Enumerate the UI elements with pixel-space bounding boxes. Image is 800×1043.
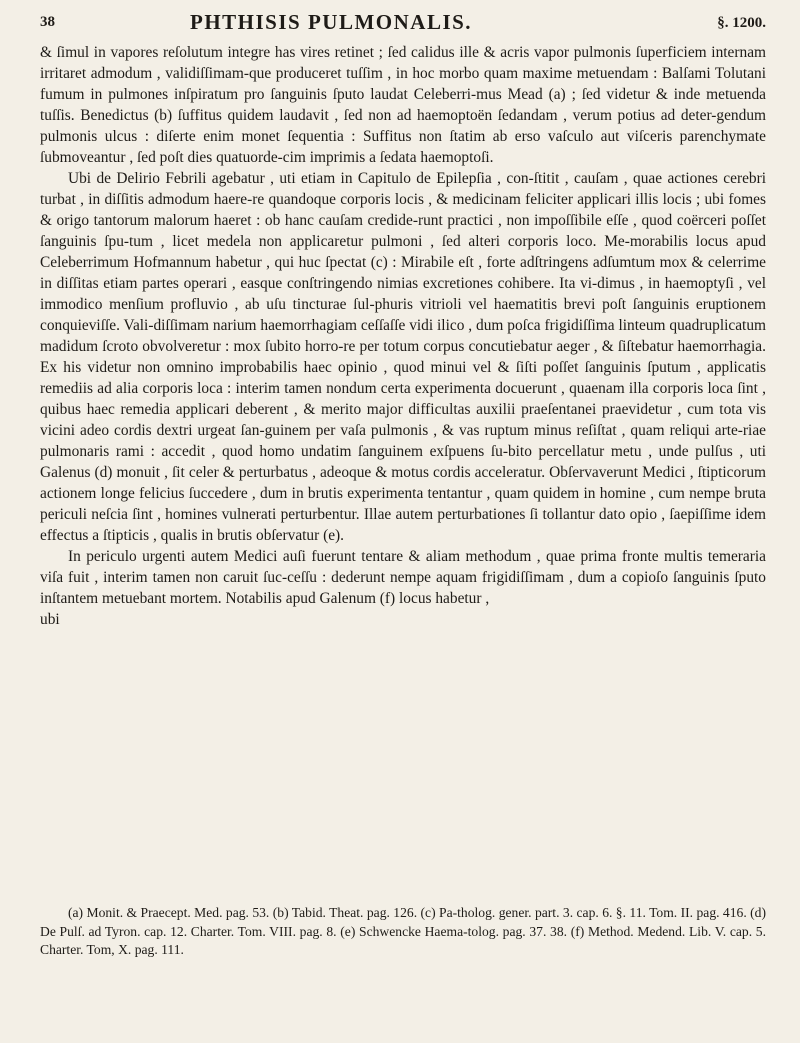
footnote-text: (a) Monit. & Praecept. Med. pag. 53. (b) Tabid. Theat. pag. 126. (c) Pa-tholog. gener. part. 3. cap. 6. §. 11. Tom. II. pag. 416. (d) De Pulſ. ad Tyron. cap. 12. Charter. Tom. VIII. pag. 8. (e) Schwencke Haema-tolog. pag. 37. 38. (f) Method. Medend. Lib. V. cap. 5. Charter. Tom, X. pag. 111. (40, 905, 766, 957)
section-number: §. 1200. (717, 15, 766, 31)
page-number: 38 (40, 14, 55, 30)
running-head: PHTHISIS PULMONALIS. (190, 10, 473, 34)
paragraph-1: & ſimul in vapores reſolutum integre has vires retinet ; ſed calidus ille & acris vapor pulmonis ſuperficiem internam irritaret admodum , validiſſimam-que produceret tuſſim , in hoc morbo quam maxime metuendam : Balſami Tolutani fumum in pulmones inſpiratum pro ſanguinis ſputo laudat Celeberri-mus Mead (a) ; ſed videtur & inde metuenda tuſſis. Benedictus (b) ſuffitus quidem laudavit , ſed non ad haemoptoën ſedandam , verum potius ad deter-gendum pulmonis ulcus : diſerte enim monet ſequentia : Suffitus non ſtatim ab erso vaſculo aut viſceris parenchymate ſubmoveantur , ſed poſt dies quatuorde-cim imprimis a ſedata haemoptoſi. (40, 44, 766, 166)
paragraph-2: Ubi de Delirio Febrili agebatur , uti etiam in Capitulo de Epilepſia , con-ſtitit , cauſam , quae actiones cerebri turbat , in diſſitis admodum haere-re quandoque corporis locis , & medicinam feliciter applicari illis locis ; ubi fomes & origo tantorum malorum haeret : ob hanc cauſam credide-runt practici , non impoſſibile eſſe , quod coërceri poſſet ſanguinis ſpu-tum , licet medela non applicaretur pulmoni , ſed alteri corporis loco. Me-morabilis locus apud Celeberrimum Hofmannum habetur , qui huc ſpectat (c) : Mirabile eſt , forte adſtringens adſumtum mox & celerrime in diſſitas etiam partes operari , easque conſtringendo nimias excretiones cohibere. Ita vi-dimus , in haemoptyſi , vel immodico menſium profluvio , ab uſu tincturae ſul-phuris vitrioli vel haematitis brevi poſt ſanguinis eruptionem conquieviſſe. Vali-diſſimam narium haemorrhagiam ceſſaſſe vidi ilico , dum poſca frigidiſſima linteum quadruplicatum madidum ſcroto obvolveretur : mox ſubito horro-re per totum corpus concutiebatur aeger , & ſiſtebatur haemorrhagia. Ex his videtur non omnino improbabilis haec opinio , quod minui vel & ſiſti poſſet ſanguinis ſputum , applicatis remediis ad alia corporis loca : interim tamen nondum certa experimenta docuerunt , quaenam illa corporis loca ſint , quibus haec remedia applicari deberent , & merito major difficultas auxilii praeſentanei praevidetur , cum tota vis vicini adeo cordis dextri urgeat ſan-guinem per vaſa pulmonis , & vas ruptum minus reſiſtat , quam reliqui arte-riae pulmonaris rami : accedit , quod homo undatim ſanguinem exſpuens ſu-bito percellatur metu , unde pulſus , uti Galenus (d) monuit , ſit celer & perturbatus , adeoque & motus cordis acceleratur. Obſervaverunt Medici , ſtipticorum actionem longe felicius ſuccedere , dum in brutis experimenta tentantur , quam quidem in homine , cum nempe bruta periculi neſcia ſint , homines vulnerati perturbentur. Illae autem perturbationes ſi tollantur dato opio , ſaepiſſime idem effectus a ſtipticis , qualis in brutis obſervatur (e). (40, 170, 766, 544)
page-header (40, 6, 766, 40)
footnotes (40, 904, 766, 960)
body-text (40, 42, 766, 630)
catchword: ubi (40, 611, 60, 628)
paragraph-3: In periculo urgenti autem Medici auſi fuerunt tentare & aliam methodum , quae prima fronte multis temeraria viſa fuit , interim tamen non caruit ſuc-ceſſu : dederunt nempe aquam frigidiſſimam , dum a copioſo ſanguinis ſputo inſtantem metuebant mortem. Notabilis apud Galenum (f) locus habetur , (40, 548, 766, 607)
